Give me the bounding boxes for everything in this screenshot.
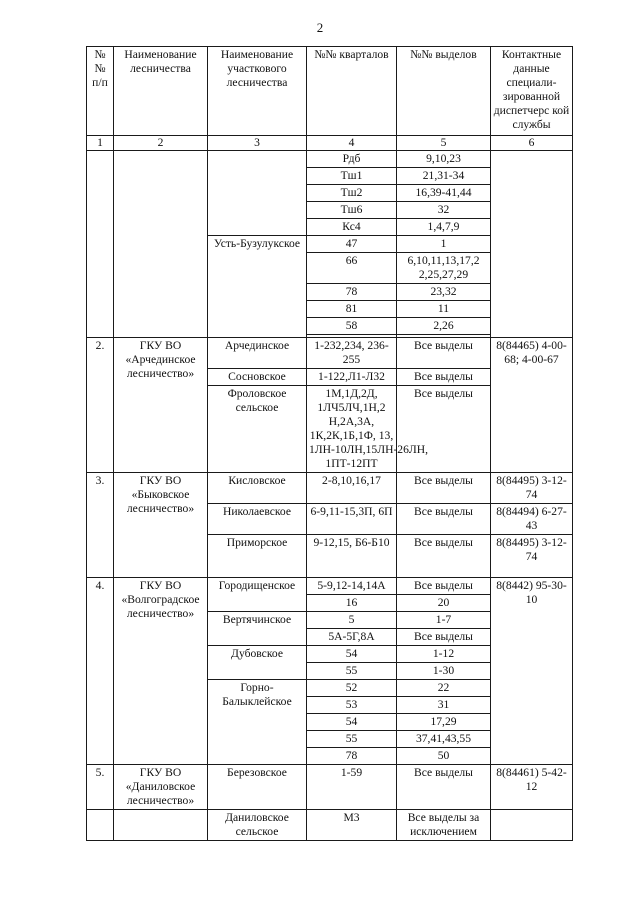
col-header-forestry: Наименование лесничества: [114, 47, 208, 136]
quarter-cell: Тш1: [307, 168, 397, 185]
forestry-cell: ГКУ ВО «Арчединское лесничество»: [114, 338, 208, 473]
allotment-cell: 16,39-41,44: [397, 185, 491, 202]
number-cell: 3.: [87, 473, 114, 578]
quarter-cell: 54: [307, 714, 397, 731]
quarter-cell: Рдб: [307, 151, 397, 168]
allotment-cell: 17,29: [397, 714, 491, 731]
contact-cell: 8(84495) 3-12-74: [491, 535, 573, 578]
allotment-cell: Все выделы: [397, 504, 491, 535]
column-number-row: [87, 136, 573, 151]
allotment-cell: 22: [397, 680, 491, 697]
allotment-cell: 1: [397, 236, 491, 253]
allotment-cell: 2,26: [397, 318, 491, 335]
district-cell: Даниловское сельское: [208, 810, 307, 841]
forestry-cell: ГКУ ВО «Даниловское лесничество»: [114, 765, 208, 810]
allotment-cell: 32: [397, 202, 491, 219]
district-cell: Горно-Балыклейское: [208, 680, 307, 765]
district-cell: Сосновское: [208, 369, 307, 386]
quarter-cell: 5А-5Г,8А: [307, 629, 397, 646]
quarter-cell: 1-59: [307, 765, 397, 810]
quarter-cell: 1М,1Д,2Д, 1ЛЧ5ЛЧ,1Н,2 Н,2А,3А, 1К,2К,1Б,1Ф, 13, 1ЛН-10ЛН,15ЛН-26ЛН, 1ПТ-12ПТ: [307, 386, 397, 473]
forestry-cell: [114, 810, 208, 841]
quarter-cell: М3: [307, 810, 397, 841]
col-number: 5: [397, 136, 491, 151]
forestry-cell: [114, 151, 208, 338]
number-cell: 2.: [87, 338, 114, 473]
page-number: 2: [316, 20, 324, 35]
allotment-cell: 37,41,43,55: [397, 731, 491, 748]
allotment-cell: Все выделы: [397, 369, 491, 386]
district-cell: Николаевское: [208, 504, 307, 535]
col-number: 3: [208, 136, 307, 151]
col-header-contacts: Контактные данные специали-зированной диспетчерс кой службы: [491, 47, 573, 136]
allotment-cell: 9,10,23: [397, 151, 491, 168]
district-cell: Вертячинское: [208, 612, 307, 646]
quarter-cell: 55: [307, 663, 397, 680]
allotment-cell: Все выделы: [397, 338, 491, 369]
district-cell: Березовское: [208, 765, 307, 810]
district-cell: [208, 151, 307, 236]
contact-cell: 8(8442) 95-30-10: [491, 578, 573, 765]
allotment-cell: 20: [397, 595, 491, 612]
number-cell: [87, 810, 114, 841]
forestry-cell: ГКУ ВО «Волгоградское лесничество»: [114, 578, 208, 765]
quarter-cell: Тш6: [307, 202, 397, 219]
allotment-cell: 1-12: [397, 646, 491, 663]
allotment-cell: 31: [397, 697, 491, 714]
forestry-table: [86, 46, 573, 841]
col-header-district-forestry: Наименование участкового лесничества: [208, 47, 307, 136]
col-number: 2: [114, 136, 208, 151]
number-cell: 5.: [87, 765, 114, 810]
col-header-number: №№ п/п: [87, 47, 114, 136]
quarter-cell: 55: [307, 731, 397, 748]
district-cell: Арчединское: [208, 338, 307, 369]
district-cell: Приморское: [208, 535, 307, 578]
table-row: [87, 578, 573, 595]
allotment-cell: 6,10,11,13,17,2 2,25,27,29: [397, 253, 491, 284]
table-row: [87, 473, 573, 504]
quarter-cell: 78: [307, 284, 397, 301]
col-number: 1: [87, 136, 114, 151]
contact-cell: 8(84461) 5-42-12: [491, 765, 573, 810]
district-cell: Кисловское: [208, 473, 307, 504]
allotment-cell: 1,4,7,9: [397, 219, 491, 236]
contact-cell: 8(84494) 6-27-43: [491, 504, 573, 535]
contact-cell: 8(84465) 4-00-68; 4-00-67: [491, 338, 573, 473]
quarter-cell: Кс4: [307, 219, 397, 236]
allotment-cell: Все выделы: [397, 629, 491, 646]
quarter-cell: 81: [307, 301, 397, 318]
contact-cell: [491, 151, 573, 338]
allotment-cell: Все выделы за исключением: [397, 810, 491, 841]
quarter-cell: 16: [307, 595, 397, 612]
number-cell: [87, 151, 114, 338]
table-row: [87, 765, 573, 810]
allotment-cell: Все выделы: [397, 535, 491, 578]
forestry-cell: ГКУ ВО «Быковское лесничество»: [114, 473, 208, 578]
allotment-cell: 11: [397, 301, 491, 318]
col-number: 4: [307, 136, 397, 151]
quarter-cell: 5-9,12-14,14А: [307, 578, 397, 595]
quarter-cell: 1-122,Л1-Л32: [307, 369, 397, 386]
quarter-cell: 6-9,11-15,3П, 6П: [307, 504, 397, 535]
quarter-cell: 47: [307, 236, 397, 253]
table-row: [87, 151, 573, 168]
district-cell: Фроловское сельское: [208, 386, 307, 473]
table-row: [87, 338, 573, 369]
district-cell: Усть-Бузулукское: [208, 236, 307, 338]
quarter-cell: 52: [307, 680, 397, 697]
quarter-cell: Тш2: [307, 185, 397, 202]
contact-cell: 8(84495) 3-12-74: [491, 473, 573, 504]
quarter-cell: 66: [307, 253, 397, 284]
allotment-cell: Все выделы: [397, 473, 491, 504]
allotment-cell: 23,32: [397, 284, 491, 301]
allotment-cell: 50: [397, 748, 491, 765]
allotment-cell: Все выделы: [397, 765, 491, 810]
allotment-cell: 21,31-34: [397, 168, 491, 185]
quarter-cell: 54: [307, 646, 397, 663]
number-cell: 4.: [87, 578, 114, 765]
col-header-quarters: №№ кварталов: [307, 47, 397, 136]
header-row: [87, 47, 573, 136]
col-header-allotments: №№ выделов: [397, 47, 491, 136]
table-row: [87, 810, 573, 841]
contact-cell: [491, 810, 573, 841]
quarter-cell: 5: [307, 612, 397, 629]
district-cell: Дубовское: [208, 646, 307, 680]
allotment-cell: Все выделы: [397, 386, 491, 473]
allotment-cell: Все выделы: [397, 578, 491, 595]
quarter-cell: 2-8,10,16,17: [307, 473, 397, 504]
district-cell: Городищенское: [208, 578, 307, 612]
allotment-cell: 1-30: [397, 663, 491, 680]
quarter-cell: 1-232,234, 236-255: [307, 338, 397, 369]
quarter-cell: 58: [307, 318, 397, 335]
quarter-cell: 9-12,15, Б6-Б10: [307, 535, 397, 578]
quarter-cell: 78: [307, 748, 397, 765]
allotment-cell: 1-7: [397, 612, 491, 629]
quarter-cell: 53: [307, 697, 397, 714]
col-number: 6: [491, 136, 573, 151]
